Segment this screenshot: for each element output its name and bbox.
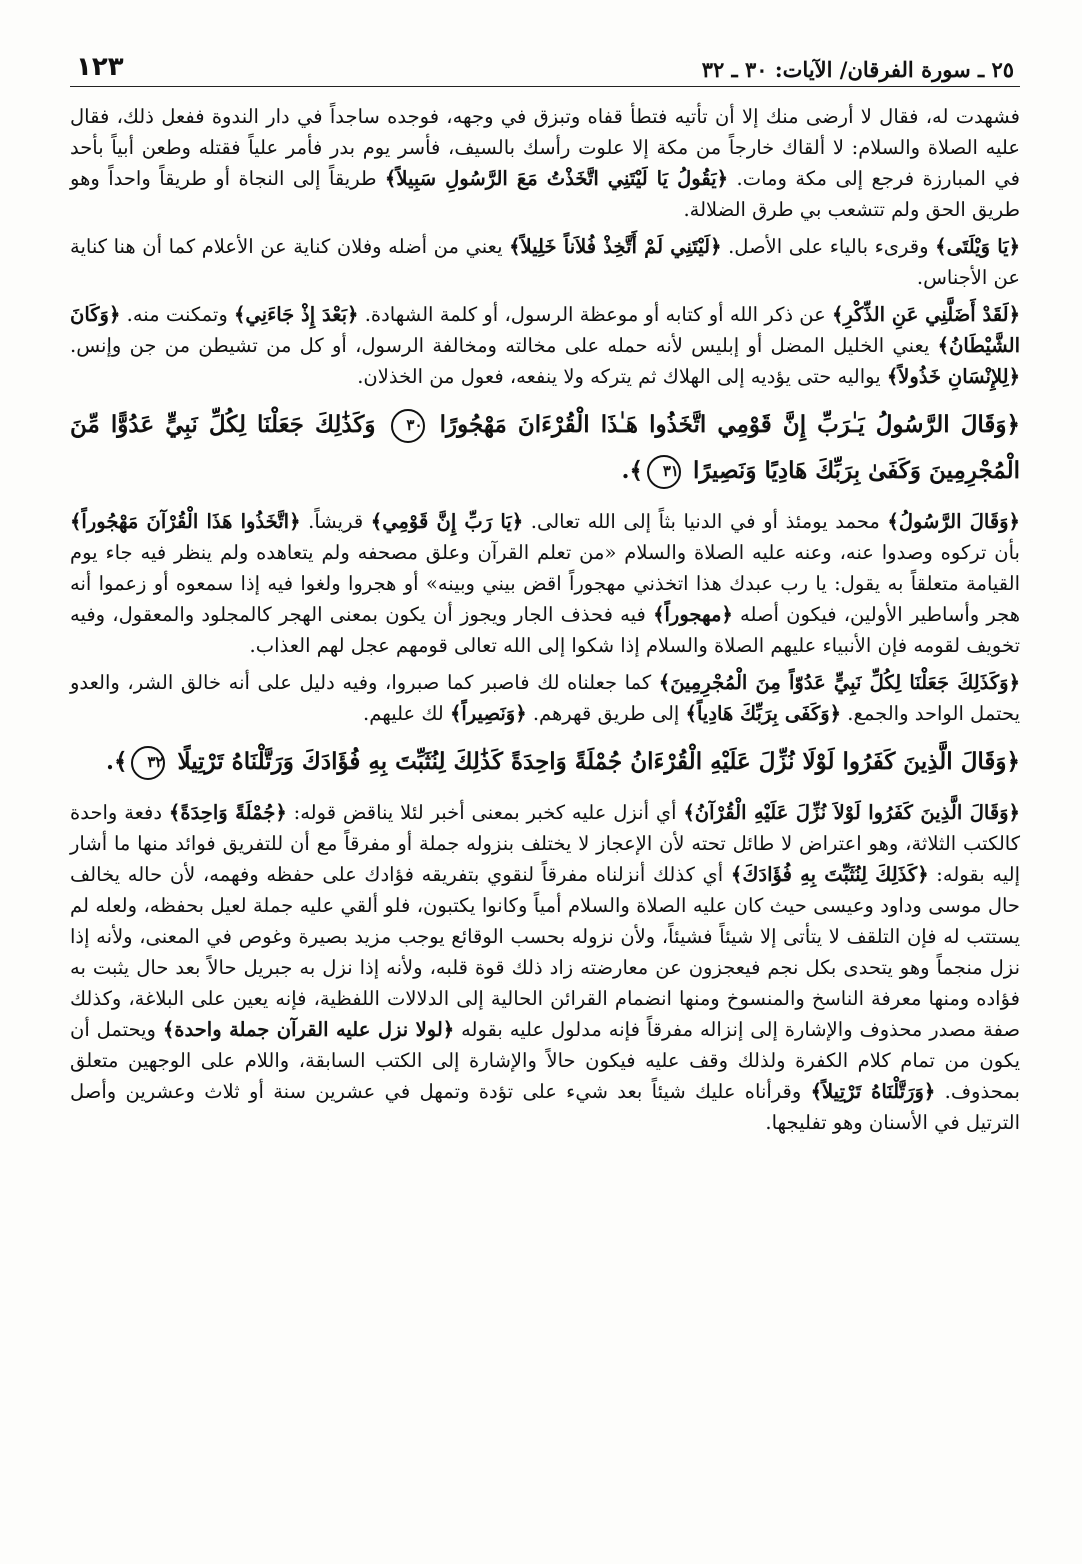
text-segment: وتمكنت منه. <box>120 303 234 326</box>
verse-quote: ﴿مهجوراً﴾ <box>653 603 733 626</box>
verse-quote: ﴿لَقَدْ أَضَلَّنِي عَنِ الذِّكْرِ﴾ <box>831 303 1020 326</box>
text-segment: وقرىء بالياء على الأصل. <box>721 235 936 258</box>
text-segment: وَكَذَٰلِكَ جَعَلْنَا لِكُلِّ نَبِيٍّ عَدُوًّا مِّنَ الْمُجْرِمِينَ وَكَفَىٰ بِرَبِّكَ هَادِيًا وَنَصِيرًا <box>70 411 1020 484</box>
text-segment: ﴿وَقَالَ الرَّسُولُ يَـٰرَبِّ إِنَّ قَوْمِي اتَّخَذُوا هَـٰذَا الْقُرْءَانَ مَهْجُورًا <box>428 411 1021 438</box>
text-segment: ﴾. <box>106 748 128 775</box>
surah-heading: ٢٥ ـ سورة الفرقان/ الآيات: ٣٠ ـ ٣٢ <box>701 57 1014 82</box>
text-segment: يواليه حتى يؤديه إلى الهلاك ثم يتركه ولا ينفعه، فعول من الخذلان. <box>357 365 887 388</box>
verse-quote: ﴿يَا وَيْلَتَى﴾ <box>935 235 1021 258</box>
verse-quote: ﴿وَقَالَ الَّذِينَ كَفَرُوا لَوْلاَ نُزِّلَ عَلَيْهِ الْقُرْآنُ﴾ <box>683 801 1020 824</box>
page-number: ١٢٣ <box>76 52 124 82</box>
verse-quote: ﴿لِلإِنْسَانِ خَذُولاً﴾ <box>886 365 1020 388</box>
commentary-paragraph <box>70 797 1020 1138</box>
verse-quote: ﴿وَقَالَ الرَّسُولُ﴾ <box>887 510 1020 533</box>
commentary-paragraph <box>70 101 1020 225</box>
text-segment: أي كذلك أنزلناه مفرقاً لنقوي بتفريقه فؤادك على حفظه وفهمه، لأن حاله يخالف حال موسى وداود وعيسى حيث كان عليه الصلاة والسلام أمياً وكانوا يكتبون، فلو ألقي عليه جملة لعيل بحفظه، ولعله لم يستتب له فإن التلقف لا يتأتى إلا شيئاً فشيئاً، ولأن نزوله بحسب الوقائع يوجب مزيد بصيرة وغوص في المعنى، ولأنه إذا نزل منجماً وهو يتحدى بكل نجم فيعجزون عن معارضته زاد ذلك قوة قلبه، ولأنه إذا نزل به جبريل حالاً بعد حال يثبت به فؤاده ومنها معرفة الناسخ والمنسوخ ومنها انضمام القرائن الحالية إلى الدلالات اللفظية، فإنه يعين على البلاغة، وكذلك صفة مصدر محذوف والإشارة إلى إنزاله مفرقاً فإنه مدلول عليه بقوله <box>70 863 1020 1041</box>
text-segment: وقرأناه عليك شيئاً بعد شيء على تؤدة وتمهل في عشرين سنة أو ثلاث وعشرين وأصل الترتيل في الأسنان وهو تفليجها. <box>70 1080 1020 1134</box>
text-segment: يعني من أضله وفلان كناية عن الأعلام كما أن هنا كناية عن الأجناس. <box>70 235 1020 289</box>
verse-number-marker: ٣٢ <box>131 746 165 780</box>
verse-quote: ﴿وَرَتَّلْنَاهُ تَرْتِيلاً﴾ <box>810 1080 936 1103</box>
text-segment: دفعة واحدة كالكتب الثلاثة، وهو اعتراض لا طائل تحته لأن الإعجاز لا يختلف بنزوله جملة أو مفرقاً مع أن للتفريق فوائد منها ما أشار إليه بقوله: <box>70 801 1020 886</box>
text-segment: يعني الخليل المضل أو إبليس لأنه حمله على مخالته ومخالفة الرسول، أو كل من تشيطن من جن وإنس. <box>70 334 938 357</box>
commentary-paragraph <box>70 231 1020 293</box>
verse-quote: ﴿وَنَصِيراً﴾ <box>449 702 527 725</box>
text-segment: قريشاً. <box>300 510 371 533</box>
verse-quote: ﴿يَا رَبِّ إِنَّ قَوْمِي﴾ <box>370 510 524 533</box>
verse-quote: ﴿وَكَذَلِكَ جَعَلْنَا لِكُلِّ نَبِيٍّ عَدُوّاً مِنَ الْمُجْرِمِينَ﴾ <box>658 671 1021 694</box>
text-segment: فيه فحذف الجار ويجوز أن يكون بمعنى الهجر كالمجلود والمعقول، وفيه تخويف لقومه فإن الأنبياء عليهم الصلاة والسلام إذا شكوا إلى الله تعالى قومهم عجل لهم العذاب. <box>70 603 1020 657</box>
text-segment: إلى طريق قهرهم. <box>526 702 686 725</box>
verse-quote: ﴿اتَّخَذُوا هَذَا الْقُرْآنَ مَهْجُوراً﴾ <box>70 510 301 533</box>
text-segment: ﴿وَقَالَ الَّذِينَ كَفَرُوا لَوْلَا نُزِّلَ عَلَيْهِ الْقُرْءَانُ جُمْلَةً وَاحِدَةً كَذَٰلِكَ لِنُثَبِّتَ بِهِ فُؤَادَكَ وَرَتَّلْنَاهُ تَرْتِيلًا <box>169 748 1020 775</box>
text-segment: محمد يومئذ أو في الدنيا بثاً إلى الله تعالى. <box>523 510 888 533</box>
text-segment: عن ذكر الله أو كتابه أو موعظة الرسول، أو كلمة الشهادة. <box>358 303 832 326</box>
verse-quote: ﴿يَقُولُ يَا لَيْتَنِي اتَّخَذْتُ مَعَ الرَّسُولِ سَبِيلاً﴾ <box>384 167 729 190</box>
verse-number-marker: ٣٠ <box>391 409 425 443</box>
commentary-paragraph <box>70 667 1020 729</box>
text-segment: لك عليهم. <box>363 702 450 725</box>
verse-quote: ﴿لَيْتَنِي لَمْ أَتَّخِذْ فُلاَناً خَلِيلاً﴾ <box>509 235 722 258</box>
commentary-paragraph <box>70 299 1020 392</box>
text-segment: أي أنزل عليه كخبر بمعنى أخبر لئلا يناقض قوله: <box>286 801 684 824</box>
verse-quote: ﴿وَكَانَ الشَّيْطَانُ﴾ <box>70 303 1020 357</box>
text-segment: ويحتمل أن يكون من تمام كلام الكفرة ولذلك وقف عليه فيكون حالاً والإشارة إلى الكتب السابقة، واللام على الوجهين متعلق بمحذوف. <box>70 1018 1020 1103</box>
quran-verse-block <box>70 402 1020 494</box>
commentary-body <box>70 101 1020 1138</box>
text-segment: بأن تركوه وصدوا عنه، وعنه عليه الصلاة والسلام «من تعلم القرآن وعلق مصحفه ولم يتعاهده ولم ينظر فيه جاء يوم القيامة متعلقاً به يقول: يا رب عبدك هذا اتخذني مهجوراً اقض بيني وبينه» أو هجروا ولغوا فيه إذا سمعوه أو زعموا أنه هجر وأساطير الأولين، فيكون أصله <box>70 541 1021 626</box>
text-segment: طريقاً إلى النجاة أو طريقاً واحداً وهو طريق الحق ولم تتشعب بي طرق الضلالة. <box>70 167 1020 221</box>
text-segment: ﴾. <box>621 457 643 484</box>
verse-quote: ﴿وَكَفَى بِرَبِّكَ هَادِياً﴾ <box>685 702 842 725</box>
commentary-paragraph <box>70 506 1020 661</box>
verse-quote: ﴿بَعْدَ إِذْ جَاءَنِي﴾ <box>233 303 359 326</box>
page <box>70 40 1020 1534</box>
text-segment: كما جعلناه لك فاصبر كما صبروا، وفيه دليل على أنه خالق الشر، والعدو يحتمل الواحد والجمع. <box>70 671 1020 725</box>
verse-number-marker: ٣١ <box>647 455 681 489</box>
text-segment: فشهدت له، فقال لا أرضى منك إلا أن تأتيه فتطأ قفاه وتبزق في وجهه، فوجده ساجداً في دار الندوة ففعل ذلك، فقال عليه الصلاة والسلام: لا ألقاك خارجاً من مكة إلا علوت رأسك بالسيف، فأسر يوم بدر فأمر علياً فقتله وطعن أبياً بأحد في المبارزة فرجع إلى مكة ومات. <box>70 105 1020 190</box>
quran-verse-block <box>70 739 1020 785</box>
verse-quote: ﴿جُمْلَةً وَاحِدَةً﴾ <box>168 801 287 824</box>
verse-quote: ﴿كَذَلِكَ لِنُثَبِّتَ بِهِ فُؤَادَكَ﴾ <box>730 863 929 886</box>
verse-quote: ﴿لولا نزل عليه القرآن جملة واحدة﴾ <box>162 1018 455 1041</box>
running-header <box>70 40 1020 87</box>
